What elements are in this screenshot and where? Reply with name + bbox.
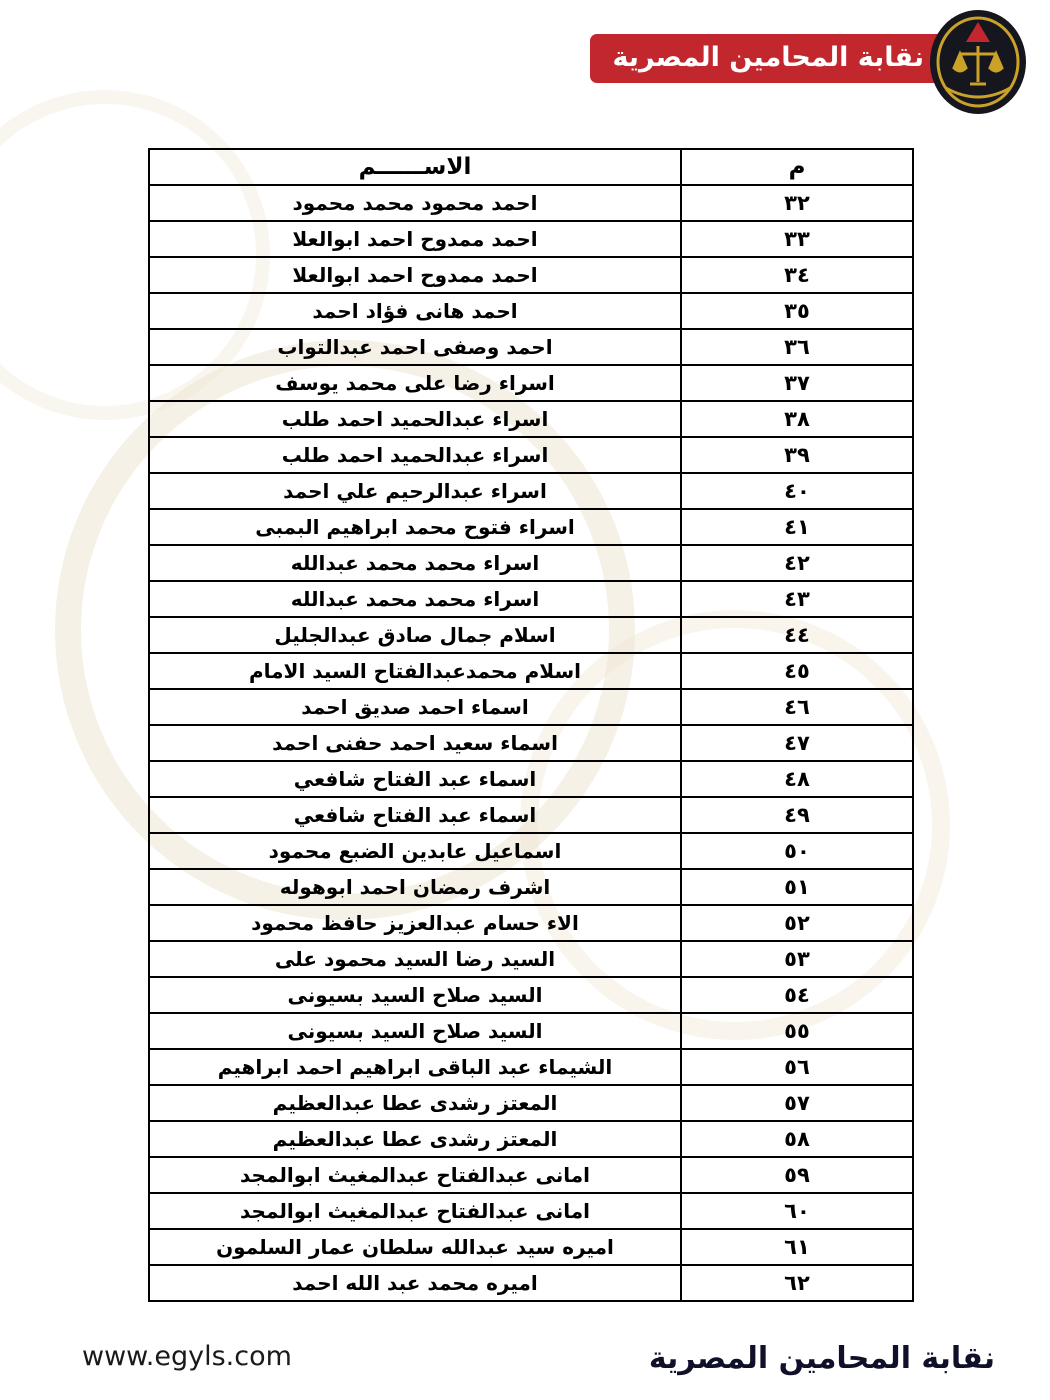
row-name-cell: اسلام جمال صادق عبدالجليل bbox=[149, 617, 681, 653]
row-number-cell: ٣٢ bbox=[681, 185, 913, 221]
roster-table bbox=[148, 148, 914, 1302]
row-number-cell: ٤٨ bbox=[681, 761, 913, 797]
row-number-cell: ٥٠ bbox=[681, 833, 913, 869]
table-row bbox=[149, 221, 913, 257]
row-number-cell: ٥٣ bbox=[681, 941, 913, 977]
table-row bbox=[149, 581, 913, 617]
row-name-cell: اسراء عبدالحميد احمد طلب bbox=[149, 437, 681, 473]
table-row bbox=[149, 509, 913, 545]
row-name-cell: اسماء عبد الفتاح شافعي bbox=[149, 761, 681, 797]
footer-org-name: نقابة المحامين المصرية bbox=[648, 1341, 995, 1376]
table-row bbox=[149, 1049, 913, 1085]
row-number-cell: ٤١ bbox=[681, 509, 913, 545]
table-row bbox=[149, 689, 913, 725]
row-number-cell: ٦٠ bbox=[681, 1193, 913, 1229]
table-row bbox=[149, 1157, 913, 1193]
row-name-cell: احمد محمود محمد محمود bbox=[149, 185, 681, 221]
row-name-cell: امانى عبدالفتاح عبدالمغيث ابوالمجد bbox=[149, 1157, 681, 1193]
row-number-cell: ٣٧ bbox=[681, 365, 913, 401]
row-name-cell: احمد ممدوح احمد ابوالعلا bbox=[149, 221, 681, 257]
table-row bbox=[149, 833, 913, 869]
row-number-cell: ٤٣ bbox=[681, 581, 913, 617]
table-row bbox=[149, 1085, 913, 1121]
row-number-cell: ٦٢ bbox=[681, 1265, 913, 1301]
row-number-cell: ٥٧ bbox=[681, 1085, 913, 1121]
row-number-cell: ٤٦ bbox=[681, 689, 913, 725]
row-name-cell: اسراء فتوح محمد ابراهيم البمبى bbox=[149, 509, 681, 545]
table-row bbox=[149, 1193, 913, 1229]
table-row bbox=[149, 761, 913, 797]
table-row bbox=[149, 617, 913, 653]
row-number-cell: ٣٦ bbox=[681, 329, 913, 365]
row-number-cell: ٥٩ bbox=[681, 1157, 913, 1193]
row-name-cell: السيد رضا السيد محمود على bbox=[149, 941, 681, 977]
row-name-cell: اسراء عبدالرحيم علي احمد bbox=[149, 473, 681, 509]
row-number-cell: ٣٨ bbox=[681, 401, 913, 437]
table-row bbox=[149, 185, 913, 221]
table-row bbox=[149, 1229, 913, 1265]
table-row bbox=[149, 797, 913, 833]
row-name-cell: اميره سيد عبدالله سلطان عمار السلمون bbox=[149, 1229, 681, 1265]
row-number-cell: ٤٥ bbox=[681, 653, 913, 689]
table-row bbox=[149, 905, 913, 941]
row-name-cell: اشرف رمضان احمد ابوهوله bbox=[149, 869, 681, 905]
row-name-cell: احمد وصفى احمد عبدالتواب bbox=[149, 329, 681, 365]
table-header-row bbox=[149, 149, 913, 185]
row-name-cell: اسماء سعيد احمد حفنى احمد bbox=[149, 725, 681, 761]
row-name-cell: اسماء احمد صديق احمد bbox=[149, 689, 681, 725]
table-row bbox=[149, 1265, 913, 1301]
row-number-cell: ٣٣ bbox=[681, 221, 913, 257]
row-name-cell: اسلام محمدعبدالفتاح السيد الامام bbox=[149, 653, 681, 689]
row-number-cell: ٥٥ bbox=[681, 1013, 913, 1049]
row-number-cell: ٦١ bbox=[681, 1229, 913, 1265]
org-banner: نقابة المحامين المصرية bbox=[590, 34, 946, 83]
row-name-cell: المعتز رشدى عطا عبدالعظيم bbox=[149, 1121, 681, 1157]
table-row bbox=[149, 401, 913, 437]
table-row bbox=[149, 1121, 913, 1157]
row-name-cell: اسراء محمد محمد عبدالله bbox=[149, 545, 681, 581]
table-row bbox=[149, 977, 913, 1013]
row-number-cell: ٤٤ bbox=[681, 617, 913, 653]
footer-website: www.egyls.com bbox=[82, 1341, 292, 1372]
number-column-header: م bbox=[681, 149, 913, 185]
table-row bbox=[149, 437, 913, 473]
row-name-cell: اميره محمد عبد الله احمد bbox=[149, 1265, 681, 1301]
table-row bbox=[149, 473, 913, 509]
row-number-cell: ٥٨ bbox=[681, 1121, 913, 1157]
row-number-cell: ٥٦ bbox=[681, 1049, 913, 1085]
row-name-cell: اسراء عبدالحميد احمد طلب bbox=[149, 401, 681, 437]
row-name-cell: اسماعيل عابدين الضبع محمود bbox=[149, 833, 681, 869]
roster-table-body bbox=[149, 185, 913, 1301]
table-row bbox=[149, 941, 913, 977]
table-row bbox=[149, 1013, 913, 1049]
row-number-cell: ٥٢ bbox=[681, 905, 913, 941]
row-number-cell: ٤٧ bbox=[681, 725, 913, 761]
row-number-cell: ٥٤ bbox=[681, 977, 913, 1013]
table-row bbox=[149, 365, 913, 401]
row-number-cell: ٤٩ bbox=[681, 797, 913, 833]
row-name-cell: الاء حسام عبدالعزيز حافظ محمود bbox=[149, 905, 681, 941]
name-column-header: الاســــــم bbox=[149, 149, 681, 185]
row-number-cell: ٣٩ bbox=[681, 437, 913, 473]
table-row bbox=[149, 725, 913, 761]
row-name-cell: امانى عبدالفتاح عبدالمغيث ابوالمجد bbox=[149, 1193, 681, 1229]
row-name-cell: احمد ممدوح احمد ابوالعلا bbox=[149, 257, 681, 293]
row-number-cell: ٤٢ bbox=[681, 545, 913, 581]
bar-association-logo bbox=[928, 8, 1028, 116]
row-name-cell: السيد صلاح السيد بسيونى bbox=[149, 1013, 681, 1049]
row-number-cell: ٣٥ bbox=[681, 293, 913, 329]
row-name-cell: احمد هانى فؤاد احمد bbox=[149, 293, 681, 329]
row-number-cell: ٤٠ bbox=[681, 473, 913, 509]
table-row bbox=[149, 869, 913, 905]
row-number-cell: ٥١ bbox=[681, 869, 913, 905]
table-row bbox=[149, 293, 913, 329]
table-row bbox=[149, 653, 913, 689]
row-name-cell: الشيماء عبد الباقى ابراهيم احمد ابراهيم bbox=[149, 1049, 681, 1085]
table-row bbox=[149, 545, 913, 581]
row-name-cell: اسماء عبد الفتاح شافعي bbox=[149, 797, 681, 833]
row-name-cell: المعتز رشدى عطا عبدالعظيم bbox=[149, 1085, 681, 1121]
table-row bbox=[149, 257, 913, 293]
row-number-cell: ٣٤ bbox=[681, 257, 913, 293]
table-row bbox=[149, 329, 913, 365]
row-name-cell: اسراء رضا على محمد يوسف bbox=[149, 365, 681, 401]
row-name-cell: اسراء محمد محمد عبدالله bbox=[149, 581, 681, 617]
row-name-cell: السيد صلاح السيد بسيونى bbox=[149, 977, 681, 1013]
